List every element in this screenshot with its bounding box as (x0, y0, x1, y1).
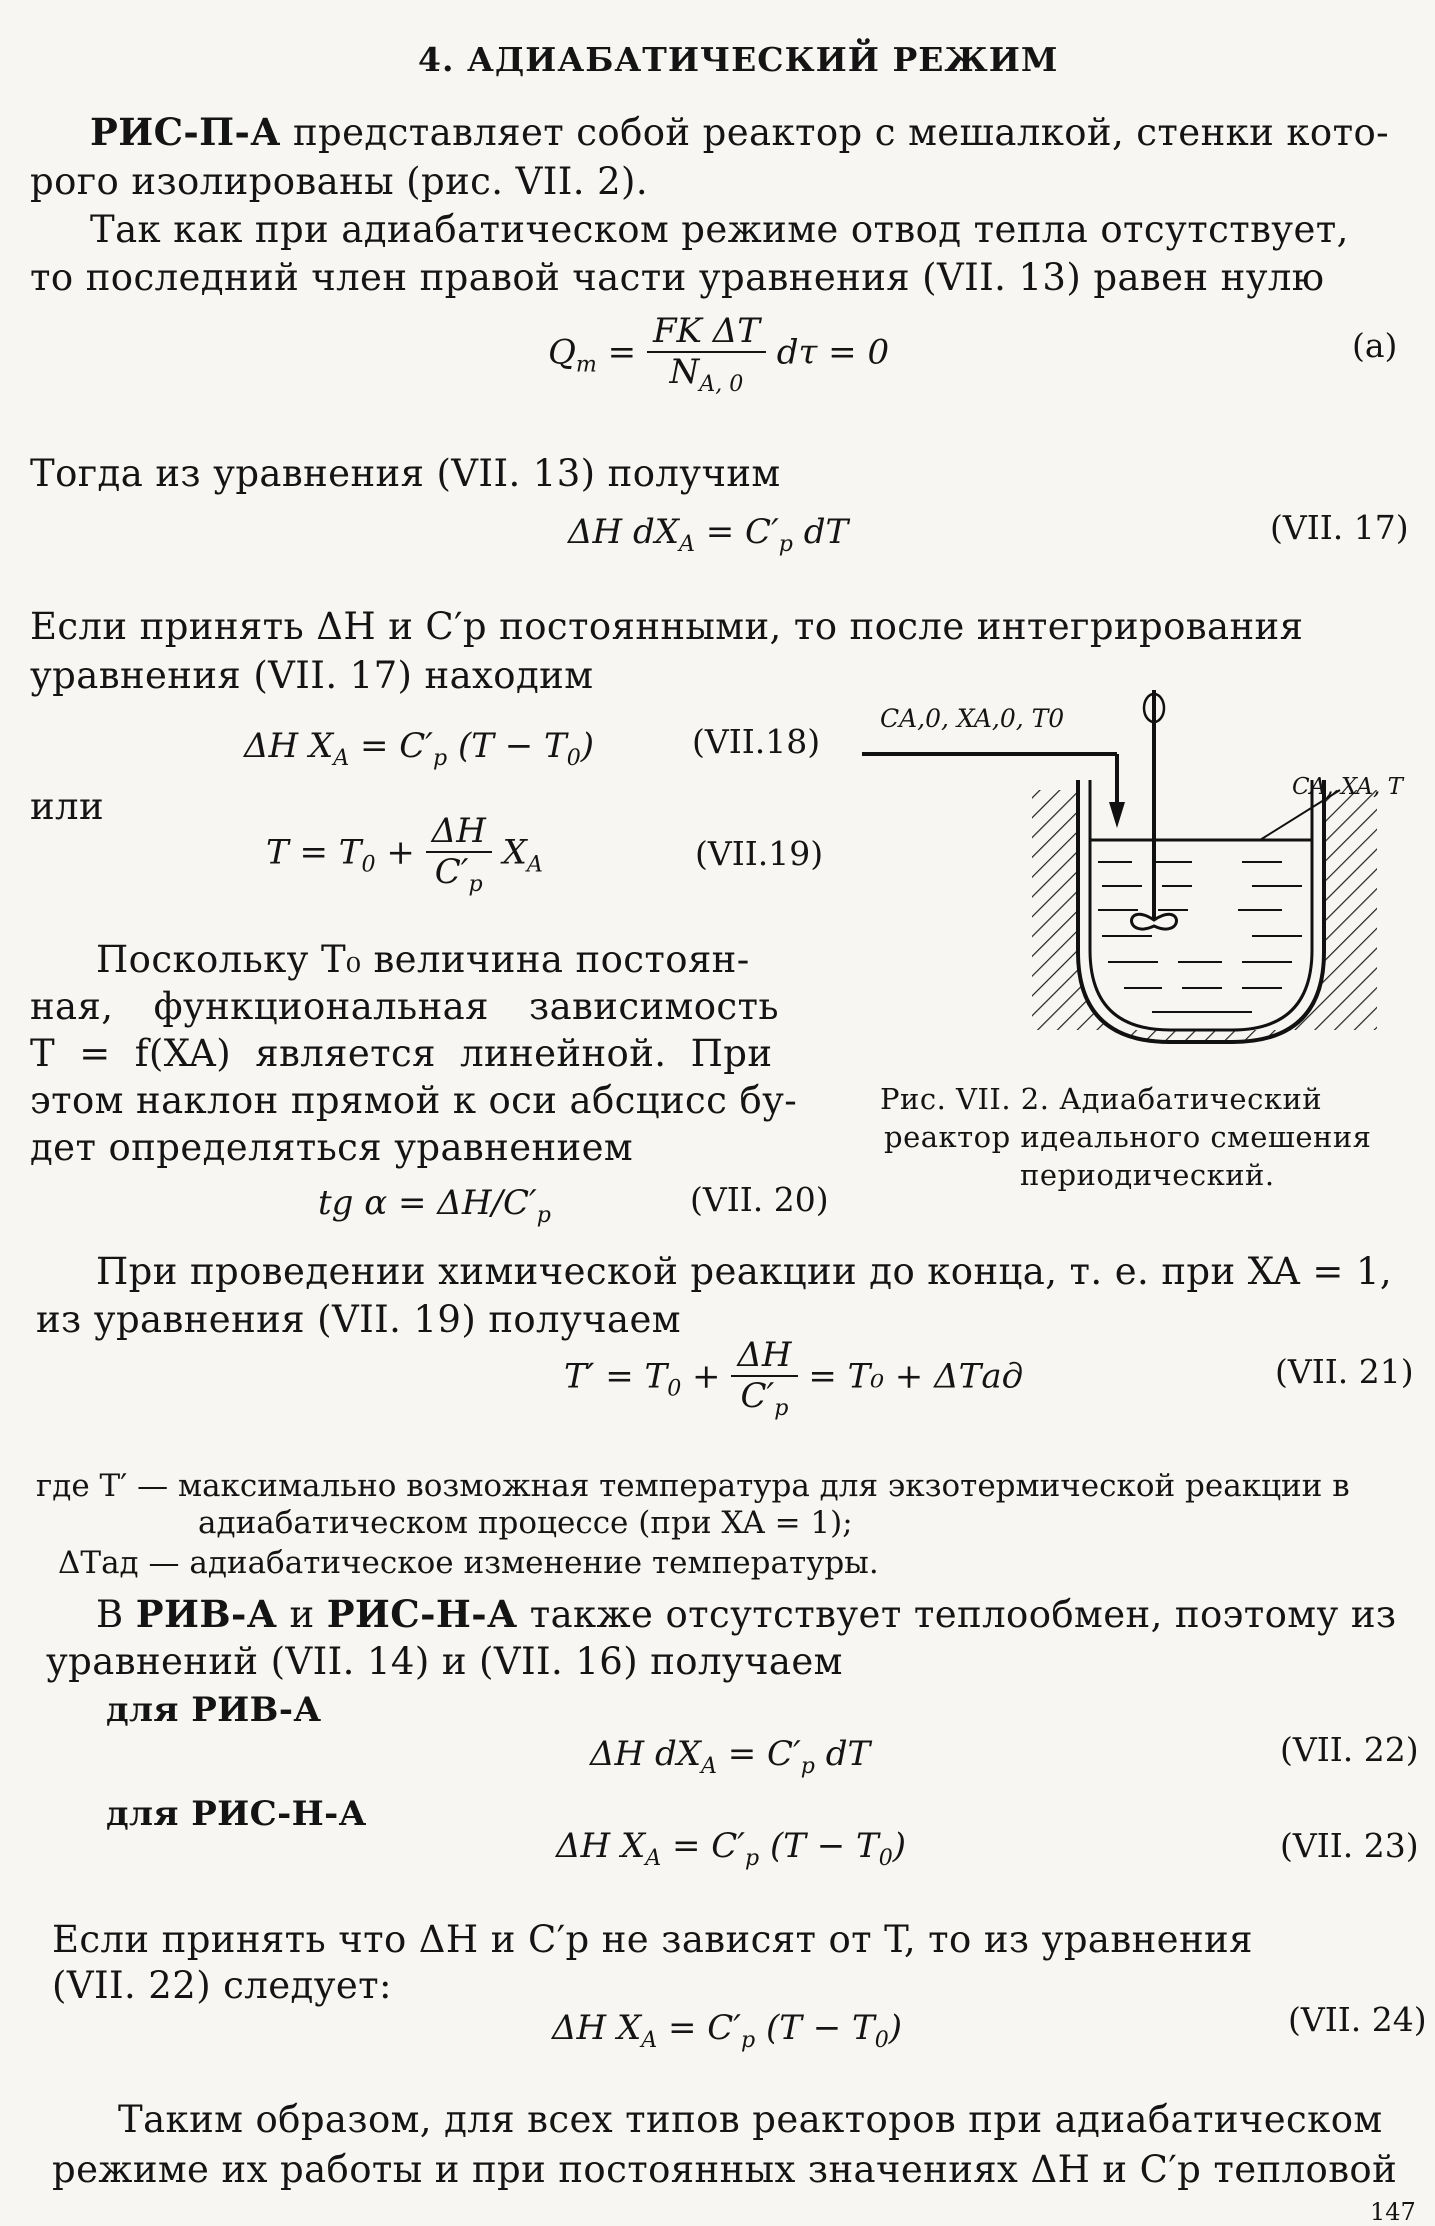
for-ris-n-a: для РИС-Н-А (106, 1794, 367, 1834)
reactor-diagram-svg (862, 690, 1422, 1070)
equation-vii-21-label: (VII. 21) (1275, 1352, 1414, 1391)
equation-vii-24-label: (VII. 24) (1288, 2000, 1427, 2039)
equation-vii-18-label: (VII.18) (692, 722, 821, 761)
equation-vii-22: ΔH $dX_A = C'_p$ dT (590, 1734, 871, 1779)
equation-a: $Q_т$ = $\frac{\text{FK ΔT}}{N_{A, 0}}$ dτ = 0 (548, 311, 890, 397)
equation-vii-19-label: (VII.19) (695, 834, 824, 873)
where-line2: адиабатическом процессе (при XA = 1); (198, 1505, 853, 1541)
where-line3: ΔTад — адиабатическое изменение температуры. (58, 1545, 879, 1581)
where-line1: где T′ — максимально возможная температура для экзотермической реакции в (36, 1468, 1350, 1504)
equation-a-label: (a) (1352, 326, 1398, 365)
or-word: или (30, 785, 105, 828)
equation-vii-17: ΔH $dX_A = C'_p$ dT (568, 512, 849, 557)
equation-vii-19: $T = T_0$ + $\frac{\Delta H}{C'_p}$ $X_A$ (266, 811, 543, 897)
equation-vii-22-label: (VII. 22) (1280, 1730, 1419, 1769)
figure-caption-line1: Рис. VII. 2. Адиабатический (880, 1082, 1323, 1116)
page-number: 147 (1370, 2198, 1416, 2226)
para4-line2: уравнения (VII. 17) находим (30, 654, 594, 697)
equation-vii-17-label: (VII. 17) (1270, 508, 1409, 547)
para9-line2: режиме их работы и при постоянных значениях ΔH и C′p тепловой (52, 2148, 1398, 2191)
reactor-figure (862, 690, 1422, 1070)
inlet-arrow-icon (1109, 802, 1125, 828)
equation-vii-23-label: (VII. 23) (1280, 1826, 1419, 1865)
figure-caption-line3: периодический. (1020, 1158, 1275, 1192)
para8-line1: Если принять что ΔH и C′p не зависят от T, то из уравнения (52, 1918, 1253, 1961)
para5-line5: дет определяться уравнением (30, 1126, 634, 1169)
para3: Тогда из уравнения (VII. 13) получим (30, 452, 781, 495)
para6-line2: из уравнения (VII. 19) получаем (36, 1298, 681, 1341)
para4-line1: Если принять ΔH и C′p постоянными, то после интегрирования (30, 605, 1304, 648)
para8-line2: (VII. 22) следует: (52, 1964, 392, 2007)
figure-caption-line2: реактор идеального смешения (884, 1120, 1372, 1154)
equation-vii-20: tg $\alpha = \Delta H/C'_p$ (318, 1183, 551, 1228)
equation-vii-20-label: (VII. 20) (690, 1180, 829, 1219)
para5-line2: ная, функциональная зависимость (30, 985, 779, 1028)
para2-line2: то последний член правой части уравнения (VII. 13) равен нулю (30, 256, 1325, 299)
equation-vii-23: ΔH $X_A = C'_p$ $(T - T_0)$ (556, 1826, 907, 1871)
liquid-level (1090, 840, 1312, 1012)
para5-line1: Поскольку T₀ величина постоян- (96, 938, 750, 981)
para1-line2: рого изолированы (рис. VII. 2). (30, 160, 649, 203)
para7-line2: уравнений (VII. 14) и (VII. 16) получаем (46, 1640, 843, 1683)
equation-vii-18: ΔH $X_A = C'_p$ $(T - T_0)$ (244, 726, 595, 771)
ris-p-a-abbr: РИС-П-А (90, 110, 281, 154)
para5-line4: этом наклон прямой к оси абсцисс бу- (30, 1079, 798, 1122)
contents-label: CA, XA, T (1292, 774, 1403, 800)
para7-line1: В РИВ-А и РИС-Н-А также отсутствует теплообмен, поэтому из (96, 1592, 1397, 1636)
inlet-label: CA,0, XA,0, T0 (880, 704, 1065, 733)
for-riv-a: для РИВ-А (106, 1690, 322, 1730)
para6-line1: При проведении химической реакции до конца, т. е. при XA = 1, (96, 1250, 1393, 1293)
equation-vii-21: $T' = T_0$ + $\frac{\Delta H}{C'_p}$ = T₀ + ΔTад (564, 1335, 1024, 1421)
para1-line1: РИС-П-А представляет собой реактор с мешалкой, стенки кото- (90, 110, 1390, 154)
para2-line1: Так как при адиабатическом режиме отвод тепла отсутствует, (90, 208, 1349, 251)
para5-line3: T = f(XA) является линейной. При (30, 1032, 773, 1075)
equation-vii-24: ΔH $X_A = C'_p$ $(T - T_0)$ (552, 2008, 903, 2053)
section-title: 4. АДИАБАТИЧЕСКИЙ РЕЖИМ (418, 40, 1059, 79)
para9-line1: Таким образом, для всех типов реакторов при адиабатическом (118, 2098, 1383, 2141)
